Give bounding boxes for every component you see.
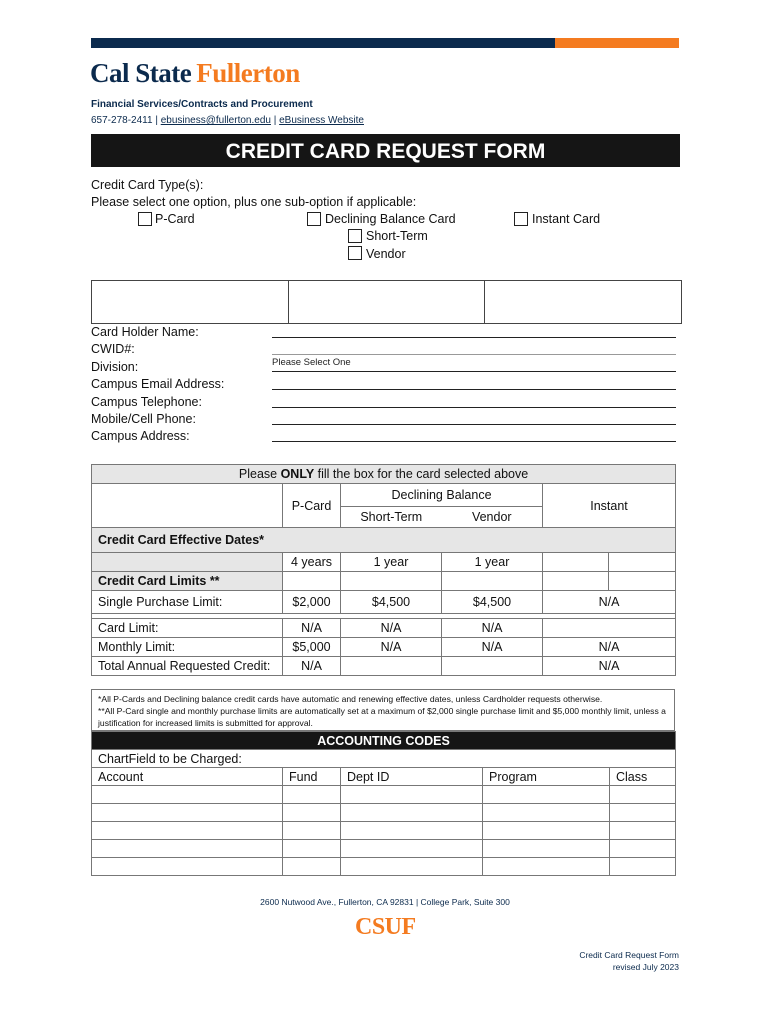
phone-number: 657-278-2411 [91, 115, 153, 126]
cwid-label: CWID#: [91, 342, 135, 356]
department-name: Financial Services/Contracts and Procurement [91, 99, 313, 110]
card-type-label: Credit Card Type(s): [91, 178, 204, 192]
card-limit-label: Card Limit: [92, 619, 283, 638]
address-field[interactable] [272, 441, 676, 442]
col-program: Program [483, 768, 610, 786]
col-class: Class [610, 768, 676, 786]
email-link[interactable]: ebusiness@fullerton.edu [160, 115, 271, 126]
pcard-checkbox[interactable] [138, 212, 152, 226]
email-field[interactable] [272, 389, 676, 390]
declining-checkbox[interactable] [307, 212, 321, 226]
col-pcard: P-Card [283, 484, 341, 528]
col-instant: Instant [543, 484, 676, 528]
revision-date: revised July 2023 [612, 962, 679, 972]
telephone-label: Campus Telephone: [91, 395, 202, 409]
annual-credit-label: Total Annual Requested Credit: [92, 657, 283, 676]
blank-box-2[interactable] [288, 281, 485, 323]
header-bar-orange [555, 38, 679, 48]
declining-label: Declining Balance Card [325, 212, 456, 226]
ml-instant: N/A [543, 638, 676, 657]
col-dept-id: Dept ID [341, 768, 483, 786]
blank-box-row [91, 280, 682, 324]
accounting-codes-table [91, 731, 676, 876]
sp-pcard: $2,000 [283, 591, 341, 614]
accounting-codes-title: ACCOUNTING CODES [92, 732, 676, 750]
contact-line: 657-278-2411 | ebusiness@fullerton.edu | eBusiness Website [91, 115, 364, 126]
short-term-label: Short-Term [366, 229, 428, 243]
mobile-field[interactable] [272, 424, 676, 425]
cl-pcard: N/A [283, 619, 341, 638]
col-fund: Fund [283, 768, 341, 786]
col-short-term: Short-Term [341, 507, 442, 528]
sp-short: $4,500 [341, 591, 442, 614]
csuf-logo: CSUF [355, 914, 416, 940]
table-row [92, 786, 676, 804]
vendor-label: Vendor [366, 247, 406, 261]
monthly-limit-label: Monthly Limit: [92, 638, 283, 657]
footnote-1: *All P-Cards and Declining balance credit cards have automatic and renewing effective dates, unless Cardholder requests otherwise. [98, 694, 603, 704]
col-account: Account [92, 768, 283, 786]
division-select[interactable]: Please Select One [272, 357, 676, 372]
form-name: Credit Card Request Form [579, 950, 679, 960]
cl-short: N/A [341, 619, 442, 638]
university-logo: Cal State Fullerton [90, 58, 300, 88]
eff-vendor: 1 year [442, 553, 543, 572]
address-label: Campus Address: [91, 429, 190, 443]
footer-address: 2600 Nutwood Ave., Fullerton, CA 92831 | College Park, Suite 300 [260, 897, 510, 907]
table-row [92, 822, 676, 840]
website-link[interactable]: eBusiness Website [279, 115, 364, 126]
sp-vendor: $4,500 [442, 591, 543, 614]
holder-name-label: Card Holder Name: [91, 325, 199, 339]
blank-box-3[interactable] [484, 281, 680, 323]
cl-vendor: N/A [442, 619, 543, 638]
sp-instant: N/A [543, 591, 676, 614]
limits-instruction: Please ONLY fill the box for the card selected above [92, 465, 676, 484]
chartfield-label: ChartField to be Charged: [92, 750, 676, 768]
blank-box-1[interactable] [92, 281, 289, 323]
table-row [92, 858, 676, 876]
email-label: Campus Email Address: [91, 377, 225, 391]
an-pcard: N/A [283, 657, 341, 676]
header-bar-navy [91, 38, 555, 48]
telephone-field[interactable] [272, 407, 676, 408]
footnotes [91, 689, 675, 731]
limits-heading: Credit Card Limits ** [92, 572, 283, 591]
card-limits-table [91, 464, 676, 676]
col-vendor: Vendor [442, 507, 543, 528]
short-term-checkbox[interactable] [348, 229, 362, 243]
single-purchase-label: Single Purchase Limit: [92, 591, 283, 614]
ml-pcard: $5,000 [283, 638, 341, 657]
form-title: CREDIT CARD REQUEST FORM [91, 134, 680, 167]
pcard-label: P-Card [155, 212, 195, 226]
instant-label: Instant Card [532, 212, 601, 226]
holder-name-field[interactable] [272, 337, 676, 338]
instant-checkbox[interactable] [514, 212, 528, 226]
eff-pcard: 4 years [283, 553, 341, 572]
footnote-2: **All P-Card single and monthly purchase limits are automatically set at a maximum of $2,000 single purchase limit and $5,000 monthly limit, unless a justification for increased limits is submitted for approval. [98, 706, 666, 728]
ml-short: N/A [341, 638, 442, 657]
an-instant: N/A [543, 657, 676, 676]
ml-vendor: N/A [442, 638, 543, 657]
effective-dates-heading: Credit Card Effective Dates* [92, 528, 676, 553]
vendor-checkbox[interactable] [348, 246, 362, 260]
table-row [92, 840, 676, 858]
eff-short: 1 year [341, 553, 442, 572]
table-row [92, 804, 676, 822]
mobile-label: Mobile/Cell Phone: [91, 412, 196, 426]
card-type-instruction: Please select one option, plus one sub-option if applicable: [91, 195, 417, 209]
col-declining: Declining Balance [341, 484, 543, 507]
cwid-field[interactable] [272, 354, 676, 355]
division-label: Division: [91, 360, 139, 374]
